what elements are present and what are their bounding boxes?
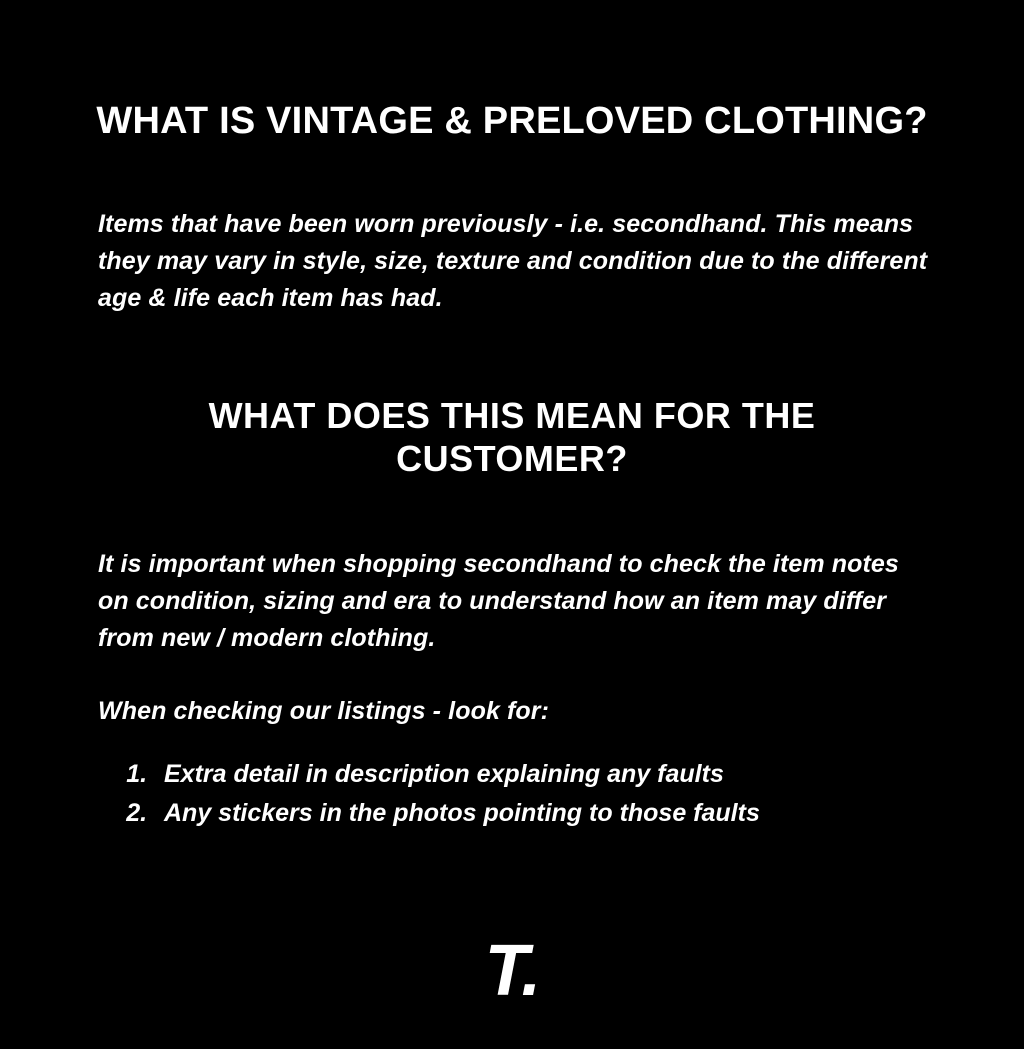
slide-container (0, 25, 1024, 1049)
list-item: 1. Extra detail in description explaining any faults (154, 755, 952, 794)
faults-list (72, 755, 952, 833)
intro-paragraph: Items that have been worn previously - i.e. secondhand. This means they may vary in style, size, texture and condition due to the different age & life each item has had. (98, 210, 928, 313)
section-heading-customer: WHAT DOES THIS MEAN FOR THE CUSTOMER? (208, 395, 816, 479)
page-title: WHAT IS VINTAGE & PRELOVED CLOTHING? (96, 100, 928, 143)
list-item: 2. Any stickers in the photos pointing to those faults (154, 794, 952, 833)
meaning-paragraph: It is important when shopping secondhand to check the item notes on condition, sizing and era to understand how an item may differ from new / modern clothing. (98, 550, 899, 653)
brand-logo: T. (484, 931, 540, 1012)
check-listings-lead-in: When checking our listings - look for: (98, 697, 550, 726)
